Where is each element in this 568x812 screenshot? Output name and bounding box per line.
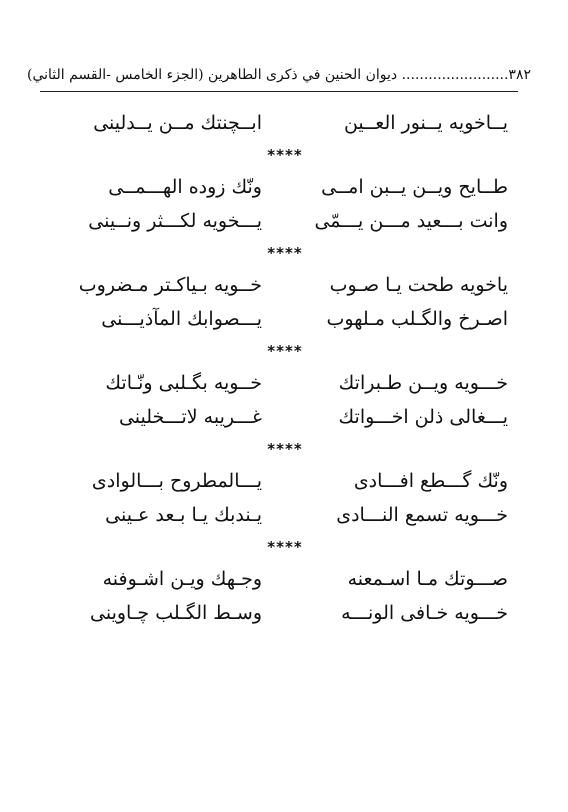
- verse-right-hemistich: وانت بـــعيد مـــن يـــمّى: [314, 210, 508, 232]
- poem-body: [62, 106, 508, 630]
- verse-line: [62, 302, 508, 336]
- verse-line: [62, 464, 508, 498]
- verse-left-hemistich: خــويه بگـلبى ونّـاتك: [105, 372, 262, 394]
- verse-left-hemistich: خــويه بـياكـتر مـضروب: [78, 274, 262, 296]
- verse-right-hemistich: يــاخويه يــنور العــين: [343, 112, 508, 134]
- verse-right-hemistich: يـــغالى ذلن اخـــواتك: [338, 406, 508, 428]
- verse-line: [62, 204, 508, 238]
- verse-line: [62, 106, 508, 140]
- verse-line: [62, 562, 508, 596]
- running-header: ۳۸۲........................ ديوان الحنين في ذكرى الطاهرين (الجزء الخامس -القسم الثاني): [27, 67, 531, 83]
- header-rule: [40, 91, 518, 92]
- verse-right-hemistich: خـــويه ويــن طـبراتك: [338, 372, 508, 394]
- verse-line: [62, 400, 508, 434]
- verse-right-hemistich: طــايح ويــن يــبن امــى: [321, 176, 508, 198]
- stanza-separator: ****: [267, 342, 303, 360]
- verse-left-hemistich: غـــريبه لاتـــخلينى: [118, 406, 262, 428]
- verse-right-hemistich: خـــويه تسمع النـــادى: [336, 504, 508, 526]
- verse-left-hemistich: وجـهك ويـن اشـوفنه: [102, 568, 262, 590]
- stanza-separator: ****: [267, 538, 303, 556]
- verse-right-hemistich: خـــويه خـافى الونـــه: [341, 602, 508, 624]
- verse-right-hemistich: ياخويه طحت يـا صـوب: [329, 274, 508, 296]
- verse-line: [62, 268, 508, 302]
- verse-right-hemistich: اصـرخ والگـلب مـلهوب: [326, 308, 508, 330]
- verse-left-hemistich: ابــچنتك مــن يــدلينى: [93, 112, 262, 134]
- stanza-separator: ****: [267, 244, 303, 262]
- verse-left-hemistich: وسـط الگـلب چـاوينى: [90, 602, 262, 624]
- verse-right-hemistich: ونّك گـــطع افـــادى: [353, 470, 508, 492]
- stanza-separator: ****: [267, 146, 303, 164]
- verse-left-hemistich: يـــصوابك المآذيـــنى: [101, 308, 262, 330]
- verse-left-hemistich: ونّك زوده الهـــمــى: [108, 176, 262, 198]
- verse-left-hemistich: يـندبك يـا بـعد عـينى: [105, 504, 262, 526]
- verse-line: [62, 170, 508, 204]
- verse-line: [62, 596, 508, 630]
- verse-left-hemistich: يـــالمطروح بـــالوادى: [91, 470, 262, 492]
- verse-line: [62, 366, 508, 400]
- verse-left-hemistich: يـــخويه لكـــثر ونــينى: [88, 210, 262, 232]
- verse-line: [62, 498, 508, 532]
- stanza-separator: ****: [267, 440, 303, 458]
- verse-right-hemistich: صـــوتك مـا اسـمعنه: [347, 568, 508, 590]
